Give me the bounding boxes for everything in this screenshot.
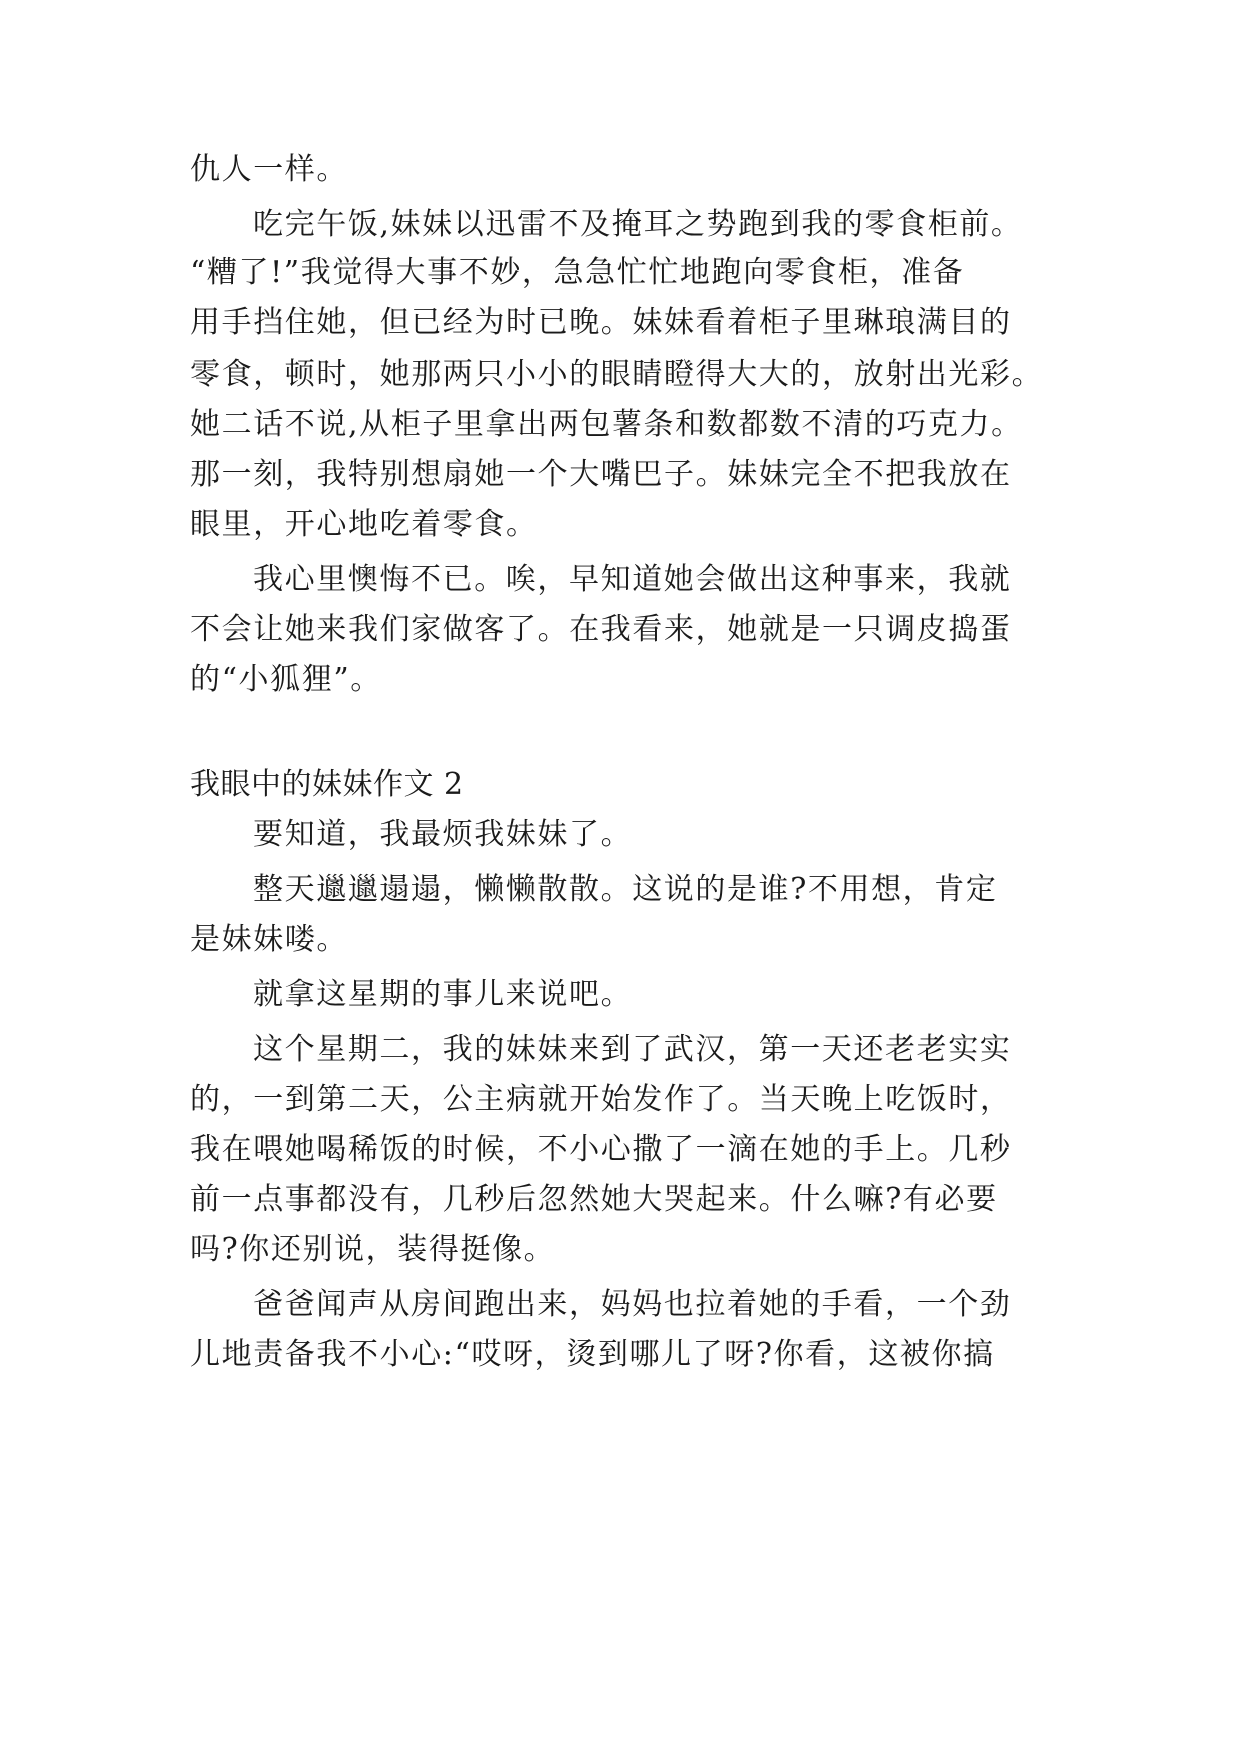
- paragraph-line: 她二话不说,从柜子里拿出两包薯条和数都数不清的巧克力。: [190, 407, 1023, 442]
- paragraph-line: 用手挡住她，但已经为时已晚。妹妹看着柜子里琳琅满目的: [190, 305, 1012, 340]
- paragraph-line: 我心里懊悔不已。唉，早知道她会做出这种事来，我就: [253, 562, 1012, 597]
- paragraph-line: 前一点事都没有，几秒后忽然她大哭起来。什么嘛?有必要: [190, 1182, 998, 1217]
- paragraph-line: 仇人一样。: [190, 152, 348, 187]
- paragraph-line: 是妹妹喽。: [190, 922, 348, 957]
- paragraph-line: 吃完午饭,妹妹以迅雷不及掩耳之势跑到我的零食柜前。: [253, 207, 1023, 242]
- paragraph-line: 不会让她来我们家做客了。在我看来，她就是一只调皮捣蛋: [190, 612, 1012, 647]
- paragraph-line: 的，一到第二天，公主病就开始发作了。当天晚上吃饭时，: [190, 1082, 1012, 1117]
- paragraph-line: 儿地责备我不小心:“哎呀，烫到哪儿了呀?你看，这被你搞: [190, 1337, 995, 1372]
- paragraph-line: 我在喂她喝稀饭的时候，不小心撒了一滴在她的手上。几秒: [190, 1132, 1012, 1167]
- paragraph-line: 零食，顿时，她那两只小小的眼睛瞪得大大的，放射出光彩。: [190, 357, 1044, 392]
- paragraph-line: 那一刻，我特别想扇她一个大嘴巴子。妹妹完全不把我放在: [190, 457, 1012, 492]
- paragraph-line: 这个星期二，我的妹妹来到了武汉，第一天还老老实实: [253, 1032, 1012, 1067]
- paragraph-line: 的“小狐狸”。: [190, 662, 382, 697]
- paragraph-line: 吗?你还别说，装得挺像。: [190, 1232, 556, 1267]
- paragraph-line: 整天邋邋遢遢，懒懒散散。这说的是谁?不用想，肯定: [253, 872, 998, 907]
- paragraph-line: 要知道，我最烦我妹妹了。: [253, 817, 633, 852]
- paragraph-line: “糟了!”我觉得大事不妙，急急忙忙地跑向零食柜，准备: [190, 255, 965, 290]
- paragraph-line: 眼里，开心地吃着零食。: [190, 507, 538, 542]
- paragraph-line: 就拿这星期的事儿来说吧。: [253, 977, 633, 1012]
- section-title: 我眼中的妹妹作文 2: [190, 767, 464, 802]
- paragraph-line: 爸爸闻声从房间跑出来，妈妈也拉着她的手看，一个劲: [253, 1287, 1012, 1322]
